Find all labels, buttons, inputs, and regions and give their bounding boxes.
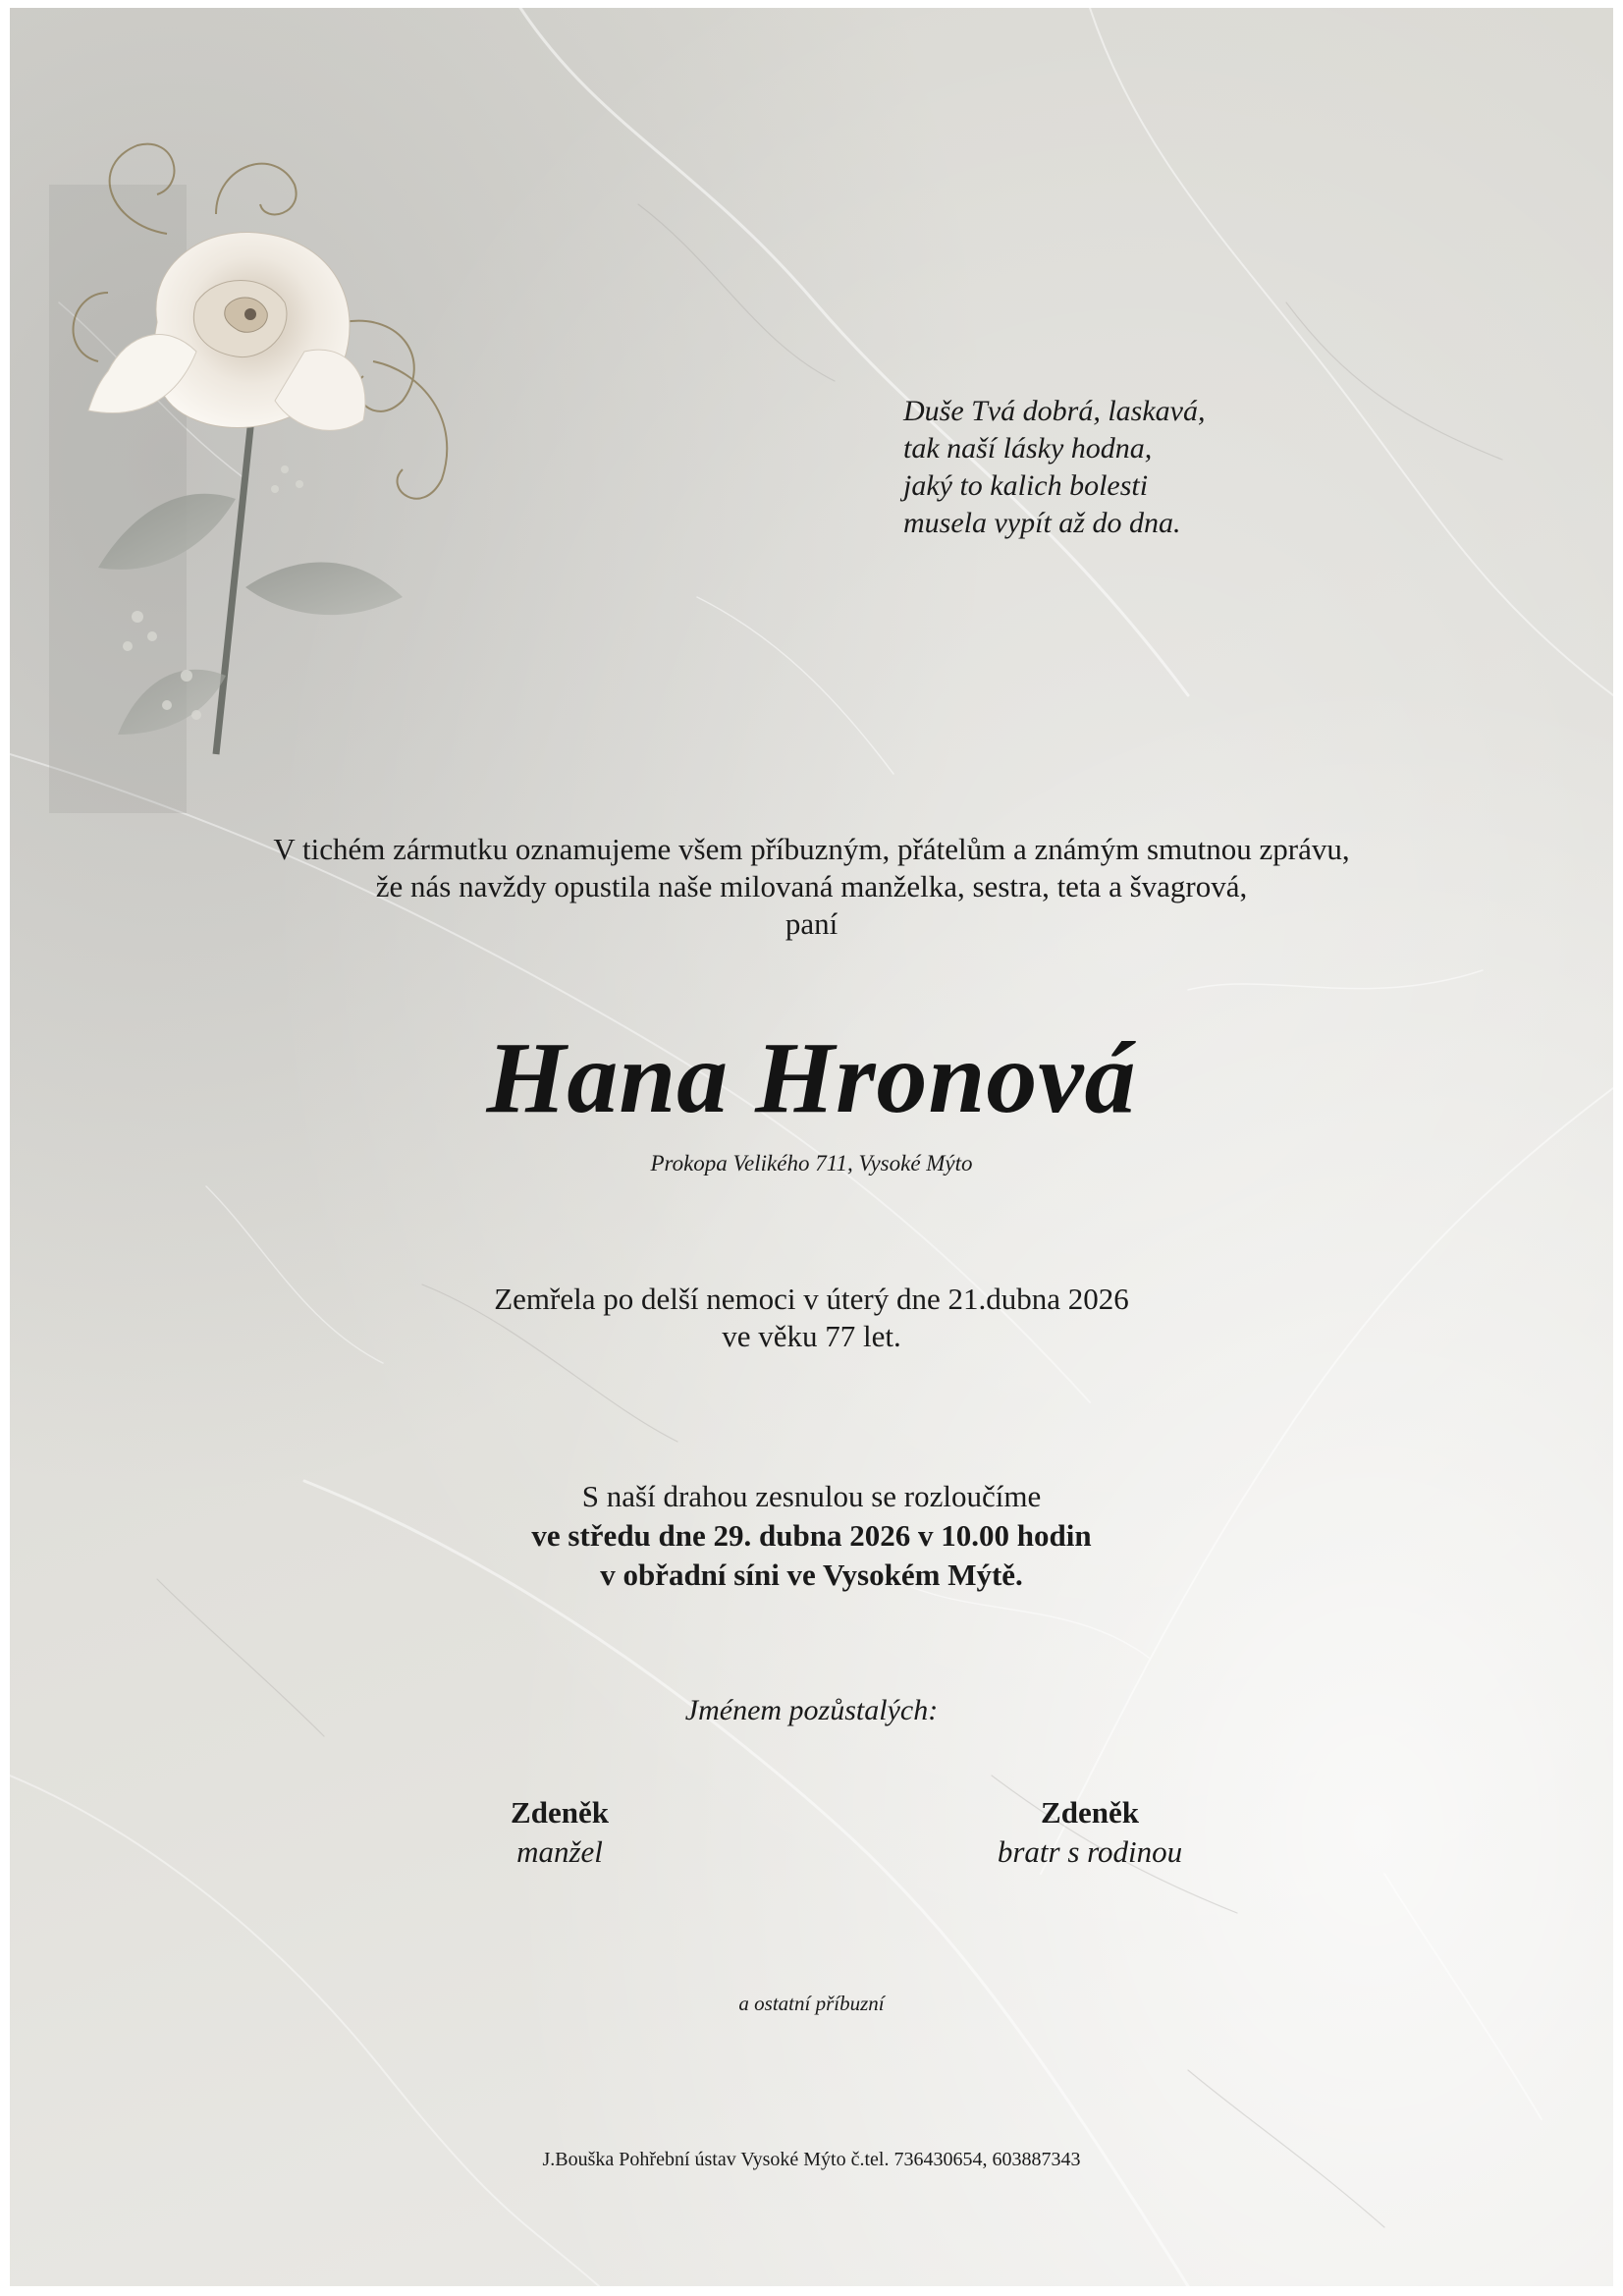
intro-line: paní bbox=[784, 906, 839, 941]
farewell-details bbox=[10, 1477, 1613, 1595]
mourner-relation: bratr s rodinou bbox=[997, 1834, 1183, 1869]
poem-line: musela vypít až do dna. bbox=[903, 507, 1181, 539]
intro-line: že nás navždy opustila naše milovaná manželka, sestra, teta a švagrová, bbox=[375, 869, 1248, 903]
mourner-relation: manžel bbox=[516, 1834, 603, 1869]
farewell-place: v obřadní síni ve Vysokém Mýtě. bbox=[600, 1558, 1023, 1592]
announcement-intro bbox=[10, 831, 1613, 943]
mourner-right bbox=[943, 1793, 1237, 1872]
mourner-name: Zdeněk bbox=[511, 1795, 609, 1830]
farewell-intro: S naší drahou zesnulou se rozloučíme bbox=[581, 1479, 1042, 1513]
on-behalf-heading: Jménem pozůstalých: bbox=[684, 1694, 939, 1726]
white-rose-icon bbox=[49, 126, 501, 813]
death-line: Zemřela po delší nemoci v úterý dne 21.dubna 2026 bbox=[494, 1282, 1129, 1316]
deceased-address: Prokopa Velikého 711, Vysoké Mýto bbox=[650, 1151, 973, 1175]
poem-line: jaký to kalich bolesti bbox=[903, 469, 1149, 502]
farewell-date-time: ve středu dne 29. dubna 2026 v 10.00 hodin bbox=[531, 1518, 1092, 1553]
poem-line: Duše Tvá dobrá, laskavá, bbox=[903, 395, 1206, 427]
death-details bbox=[10, 1281, 1613, 1355]
intro-line: V tichém zármutku oznamujeme všem příbuzným, přátelům a známým smutnou zprávu, bbox=[273, 832, 1350, 866]
death-line: ve věku 77 let. bbox=[722, 1319, 901, 1353]
mourner-name: Zdeněk bbox=[1041, 1795, 1139, 1830]
other-relatives: a ostatní příbuzní bbox=[738, 1992, 885, 2015]
funeral-home-footer: J.Bouška Pohřební ústav Vysoké Mýto č.tel. 736430654, 603887343 bbox=[542, 2149, 1081, 2170]
poem-line: tak naší lásky hodna, bbox=[903, 432, 1153, 465]
poem bbox=[903, 393, 1414, 542]
marble-paper-background bbox=[10, 8, 1613, 2286]
mourner-left bbox=[412, 1793, 707, 1872]
deceased-name: Hana Hronová bbox=[486, 1021, 1137, 1134]
